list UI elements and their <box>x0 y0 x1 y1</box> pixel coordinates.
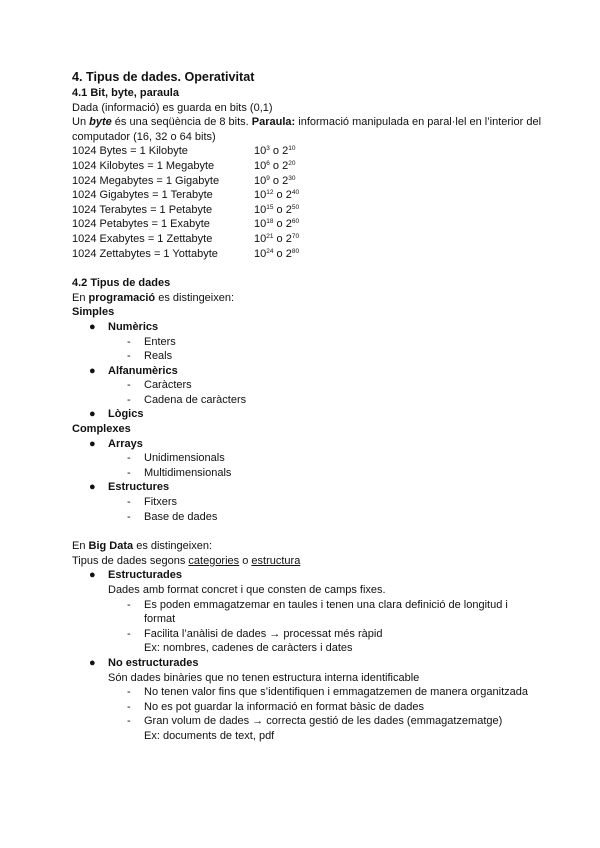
units-table <box>72 144 542 261</box>
list-item: - Reals <box>127 350 173 363</box>
unit-equivalence: 1024 Exabytes = 1 Zettabyte <box>72 232 213 245</box>
unit-power: $10^{18}$ o $2^{60}$ <box>254 218 300 231</box>
dash-icon: - <box>127 715 131 728</box>
dash-icon: - <box>127 466 131 479</box>
unit-row <box>72 144 542 159</box>
list-item: - Enters <box>127 335 176 348</box>
list-item: ● Lògics <box>89 408 144 421</box>
dash-icon: - <box>127 350 131 363</box>
byte-paraula-paragraph: Un byte és una seqüència de 8 bits. Paraula: informació manipulada en paral·lel en l’interior del computador (16, 32 o 64 bits) <box>72 116 542 143</box>
unit-row <box>72 174 542 189</box>
bigdata-intro: En Big Data es distingeixen: <box>72 540 213 553</box>
unit-power: $10^9$ o $2^{30}$ <box>254 174 296 187</box>
dash-icon: - <box>127 686 131 699</box>
dash-icon: - <box>127 335 131 348</box>
unit-power: $10^{15}$ o $2^{50}$ <box>254 203 300 216</box>
list-item: ● Alfanumèrics <box>89 364 178 377</box>
unit-equivalence: 1024 Zettabytes = 1 Yottabyte <box>72 247 218 260</box>
bigdata-types-line: Tipus de dades segons categories o estructura <box>72 554 301 567</box>
list-item: ● Numèrics <box>89 320 159 333</box>
dash-icon: - <box>127 598 131 611</box>
list-item: - Unidimensionals <box>127 452 225 465</box>
unit-power: $10^{24}$ o $2^{80}$ <box>254 247 300 260</box>
unit-row <box>72 232 542 247</box>
dash-icon: - <box>127 452 131 465</box>
unit-power: $10^6$ o $2^{20}$ <box>254 159 296 172</box>
complexes-heading: Complexes <box>72 423 131 436</box>
list-item: ● No estructurades <box>89 656 199 669</box>
unit-row <box>72 188 542 203</box>
unit-row <box>72 159 542 174</box>
list-item: ● Estructures <box>89 481 170 494</box>
list-item: - Es poden emmagatzemar en taules i tenen una clara definició de longitud i format <box>127 598 508 626</box>
bits-line: Dada (informació) es guarda en bits (0,1) <box>72 101 273 114</box>
page-title: 4. Tipus de dades. Operativitat <box>72 70 255 84</box>
simples-heading: Simples <box>72 306 115 319</box>
noestructurades-desc: Són dades binàries que no tenen estructura interna identificable <box>108 671 420 684</box>
dash-icon: - <box>127 700 131 713</box>
unit-equivalence: 1024 Bytes = 1 Kilobyte <box>72 145 188 158</box>
list-item: - Gran volum de dades → correcta gestió de les dades (emmagatzematge) <box>127 715 503 728</box>
bullet-icon: ● <box>89 364 96 377</box>
bullet-icon: ● <box>89 656 96 669</box>
list-item: - No tenen valor fins que s’identifiquen i emmagatzemen de manera organitzada <box>127 686 529 699</box>
list-item: ● Estructurades <box>89 569 182 582</box>
section-4-2-heading: 4.2 Tipus de dades <box>72 277 171 290</box>
bullet-icon: ● <box>89 408 96 421</box>
bullet-icon: ● <box>89 569 96 582</box>
bullet-icon: ● <box>89 320 96 333</box>
dash-icon: - <box>127 379 131 392</box>
list-item: - Base de dades <box>127 510 218 523</box>
estructurades-example: Ex: nombres, cadenes de caràcters i dates <box>144 642 353 655</box>
noestructurades-example: Ex: documents de text, pdf <box>144 729 275 742</box>
list-item: - Cadena de caràcters <box>127 393 247 406</box>
unit-equivalence: 1024 Gigabytes = 1 Terabyte <box>72 189 213 202</box>
list-item: ● Arrays <box>89 437 143 450</box>
section-4-1-heading: 4.1 Bit, byte, paraula <box>72 87 179 99</box>
unit-power: $10^{12}$ o $2^{40}$ <box>254 189 300 202</box>
list-item: - Fitxers <box>127 496 177 509</box>
unit-equivalence: 1024 Megabytes = 1 Gigabyte <box>72 174 220 187</box>
unit-row <box>72 217 542 232</box>
bullet-icon: ● <box>89 437 96 450</box>
dash-icon: - <box>127 496 131 509</box>
list-item: - No es pot guardar la informació en format bàsic de dades <box>127 700 425 713</box>
programacio-intro: En programació es distingeixen: <box>72 291 235 304</box>
unit-row <box>72 203 542 218</box>
unit-row <box>72 247 542 262</box>
dash-icon: - <box>127 510 131 523</box>
list-item: - Caràcters <box>127 379 192 392</box>
dash-icon: - <box>127 393 131 406</box>
list-item: - Multidimensionals <box>127 466 232 479</box>
bullet-icon: ● <box>89 481 96 494</box>
list-item: - Facilita l’anàlisi de dades → processat més ràpid <box>127 627 383 640</box>
unit-equivalence: 1024 Kilobytes = 1 Megabyte <box>72 159 215 172</box>
unit-equivalence: 1024 Petabytes = 1 Exabyte <box>72 218 210 231</box>
estructurades-desc: Dades amb format concret i que consten de camps fixes. <box>108 584 386 596</box>
dash-icon: - <box>127 627 131 640</box>
unit-power: $10^3$ o $2^{10}$ <box>254 145 296 158</box>
document-content <box>72 69 542 744</box>
unit-equivalence: 1024 Terabytes = 1 Petabyte <box>72 203 213 216</box>
unit-power: $10^{21}$ o $2^{70}$ <box>254 232 300 245</box>
